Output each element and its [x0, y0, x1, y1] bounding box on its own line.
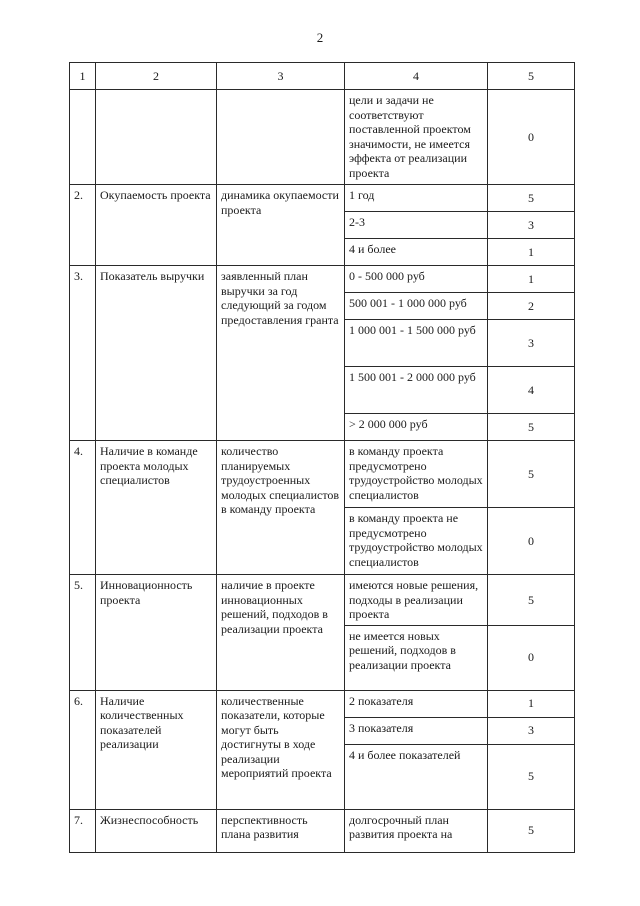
option-cell: не имеется новых решений, подходов в реализации проекта — [345, 625, 488, 690]
header-cell-3: 3 — [217, 63, 345, 90]
continuation-row — [70, 90, 575, 185]
criterion-number: 2. — [70, 185, 96, 266]
option-cell: долгосрочный план развития проекта на — [345, 809, 488, 852]
criterion-name: Показатель выручки — [96, 266, 217, 441]
score-cell: 5 — [488, 414, 575, 441]
option-cell: в команду проекта предусмотрено трудоустройство молодых специалистов — [345, 441, 488, 508]
table-header-row — [70, 63, 575, 90]
option-cell: 0 - 500 000 руб — [345, 266, 488, 293]
score-cell: 3 — [488, 320, 575, 367]
criterion-number: 7. — [70, 809, 96, 852]
option-cell: в команду проекта не предусмотрено трудоустройство молодых специалистов — [345, 508, 488, 575]
option-cell: 2 показателя — [345, 690, 488, 717]
score-cell: 5 — [488, 441, 575, 508]
score-cell: 5 — [488, 744, 575, 809]
table-row — [70, 690, 575, 717]
header-cell-4: 4 — [345, 63, 488, 90]
criterion-number: 5. — [70, 575, 96, 691]
header-cell-2: 2 — [96, 63, 217, 90]
header-cell-1: 1 — [70, 63, 96, 90]
criterion-name: Наличие количественных показателей реализации — [96, 690, 217, 809]
score-cell: 5 — [488, 809, 575, 852]
criterion-indicator: динамика окупаемости проекта — [217, 185, 345, 266]
score-cell: 0 — [488, 625, 575, 690]
score-cell: 1 — [488, 690, 575, 717]
score-cell: 5 — [488, 185, 575, 212]
option-cell: 3 показателя — [345, 717, 488, 744]
score-cell: 1 — [488, 266, 575, 293]
criteria-table-body — [70, 63, 575, 853]
option-cell: имеются новые решения, подходы в реализации проекта — [345, 575, 488, 626]
criterion-number: 6. — [70, 690, 96, 809]
criterion-number: 3. — [70, 266, 96, 441]
table-row — [70, 441, 575, 508]
criterion-name: Окупаемость проекта — [96, 185, 217, 266]
option-cell: 500 001 - 1 000 000 руб — [345, 293, 488, 320]
criterion-name: Инновационность проекта — [96, 575, 217, 691]
criterion-indicator: количество планируемых трудоустроенных молодых специалистов в команду проекта — [217, 441, 345, 575]
table-row — [70, 185, 575, 212]
score-cell: 5 — [488, 575, 575, 626]
table-row — [70, 266, 575, 293]
empty-cell — [96, 90, 217, 185]
table-row — [70, 809, 575, 852]
criteria-table — [69, 62, 575, 853]
score-cell: 0 — [488, 508, 575, 575]
option-cell: цели и задачи не соответствуют поставленной проектом значимости, не имеется эффекта от реализации проекта — [345, 90, 488, 185]
option-cell: 1 500 001 - 2 000 000 руб — [345, 367, 488, 414]
option-cell: 2-3 — [345, 212, 488, 239]
option-cell: 1 год — [345, 185, 488, 212]
score-cell: 4 — [488, 367, 575, 414]
option-cell: 4 и более — [345, 239, 488, 266]
criterion-number: 4. — [70, 441, 96, 575]
option-cell: 4 и более показателей — [345, 744, 488, 809]
criterion-indicator: количественные показатели, которые могут быть достигнуты в ходе реализации мероприятий проекта — [217, 690, 345, 809]
criterion-name: Наличие в команде проекта молодых специалистов — [96, 441, 217, 575]
option-cell: 1 000 001 - 1 500 000 руб — [345, 320, 488, 367]
score-cell: 3 — [488, 212, 575, 239]
score-cell: 3 — [488, 717, 575, 744]
criterion-indicator: заявленный план выручки за год следующий за годом предоставления гранта — [217, 266, 345, 441]
empty-cell — [217, 90, 345, 185]
score-cell: 1 — [488, 239, 575, 266]
page-number: 2 — [316, 30, 324, 45]
score-cell: 0 — [488, 90, 575, 185]
table-row — [70, 575, 575, 626]
empty-cell — [70, 90, 96, 185]
header-cell-5: 5 — [488, 63, 575, 90]
option-cell: > 2 000 000 руб — [345, 414, 488, 441]
criterion-indicator: наличие в проекте инновационных решений, подходов в реализации проекта — [217, 575, 345, 691]
criterion-indicator: перспективность плана развития — [217, 809, 345, 852]
criterion-name: Жизнеспособность — [96, 809, 217, 852]
score-cell: 2 — [488, 293, 575, 320]
